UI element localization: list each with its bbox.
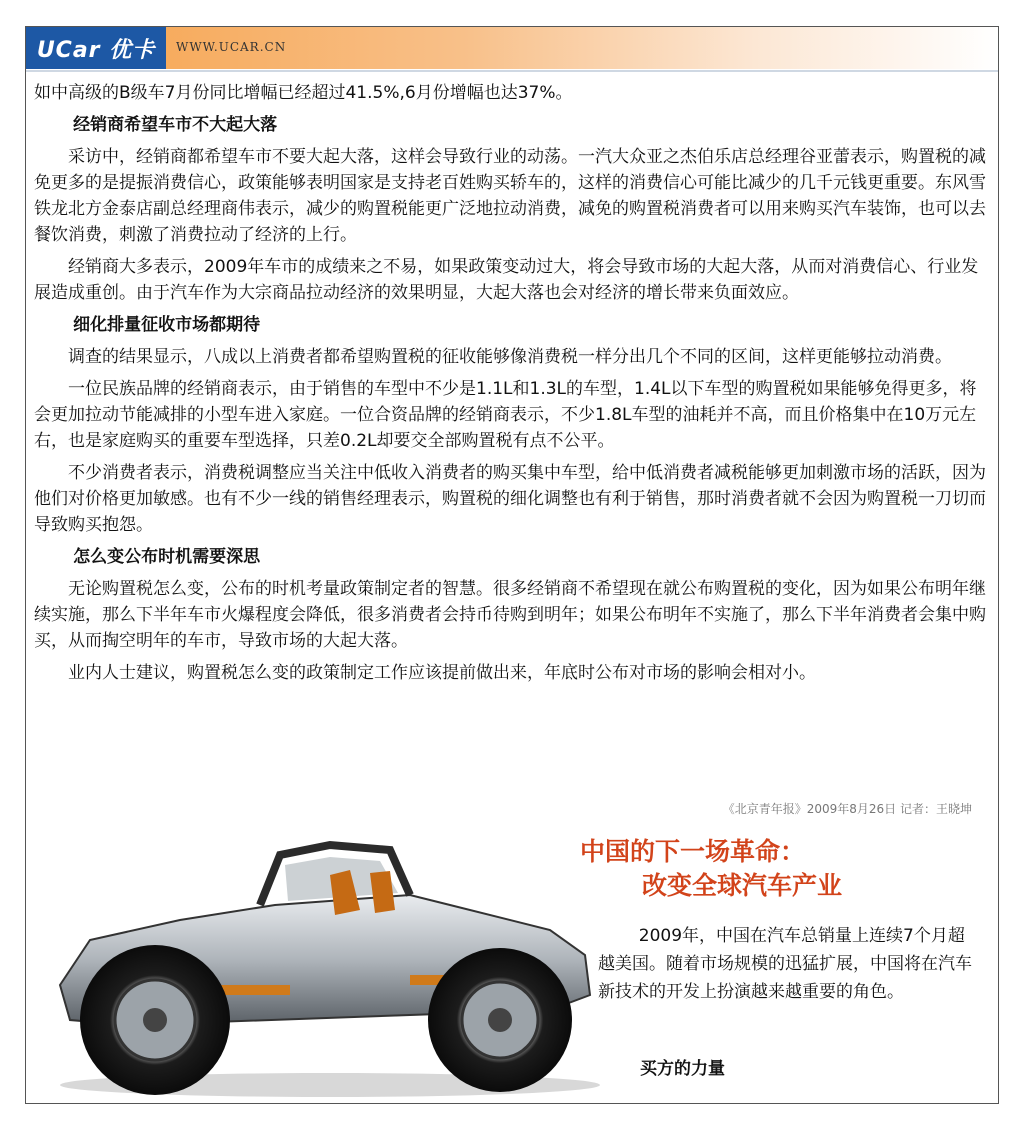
article-paragraph: 调查的结果显示，八成以上消费者都希望购置税的征收能够像消费税一样分出几个不同的区间，这样更能够拉动消费。 (68, 347, 952, 367)
offroad-car-image (30, 835, 605, 1100)
site-url[interactable]: WWW.UCAR.CN (176, 40, 287, 54)
article-source: 《北京青年报》2009年8月26日 记者：王晓坤 (722, 802, 972, 816)
article-paragraph: 无论购置税怎么变，公布的时机考量政策制定者的智慧。很多经销商不希望现在就公布购置税的变化，因为如果公布明年继续实施，那么下半年车市火爆程度会降低，很多消费者会持币待购到明年；如果公布明年不实施了，那么下半年消费者会集中购买，从而掏空明年的车市，导致市场的大起大落。 (34, 579, 986, 651)
logo-text: UCar 优卡 (36, 37, 156, 63)
header-divider (26, 70, 998, 72)
feature-title (580, 835, 980, 903)
article-paragraph: 业内人士建议，购置税怎么变的政策制定工作应该提前做出来，年底时公布对市场的影响会相对小。 (68, 663, 816, 683)
article-paragraph: 一位民族品牌的经销商表示，由于销售的车型中不少是1.1L和1.3L的车型，1.4L以下车型的购置税如果能够免得更多，将会更加拉动节能减排的小型车进入家庭。一位合资品牌的经销商表示，不少1.8L车型的油耗并不高，而且价格集中在10万元左右，也是家庭购买的重要车型选择，只差0.2L却要交全部购置税有点不公平。 (34, 379, 977, 451)
article-paragraph: 不少消费者表示，消费税调整应当关注中低收入消费者的购买集中车型，给中低消费者减税能够更加刺激市场的活跃，因为他们对价格更加敏感。也有不少一线的销售经理表示，购置税的细化调整也有利于销售，那时消费者就不会因为购置税一刀切而导致购买抱怨。 (34, 463, 986, 535)
ucar-logo[interactable] (26, 27, 166, 69)
article-paragraph: 经销商大多表示，2009年车市的成绩来之不易，如果政策变动过大，将会导致市场的大起大落，从而对消费信心、行业发展造成重创。由于汽车作为大宗商品拉动经济的效果明显，大起大落也会对经济的增长带来负面效应。 (34, 257, 979, 303)
feature-title-line1: 中国的下一场革命： (580, 837, 806, 866)
section-heading: 细化排量征收市场都期待 (73, 315, 261, 335)
article-paragraph: 如中高级的B级车7月份同比增幅已经超过41.5%,6月份增幅也达37%。 (34, 83, 573, 103)
feature-subheading: 买方的力量 (640, 1059, 725, 1079)
section-heading: 怎么变公布时机需要深思 (73, 547, 261, 567)
feature-title-line2: 改变全球汽车产业 (642, 871, 843, 900)
section-heading: 经销商希望车市不大起大落 (73, 115, 278, 135)
article-paragraph: 采访中，经销商都希望车市不要大起大落，这样会导致行业的动荡。一汽大众亚之杰伯乐店总经理谷亚蕾表示，购置税的减免更多的是提振消费信心，政策能够表明国家是支持老百姓购买轿车的，这样的消费信心可能比减少的几千元钱更重要。东风雪铁龙北方金泰店副总经理商伟表示，减少的购置税能更广泛地拉动消费，减免的购置税消费者可以用来购买汽车装饰，也可以去餐饮消费，刺激了消费拉动了经济的上行。 (34, 147, 986, 245)
site-header (26, 27, 998, 69)
feature-paragraph: 2009年，中国在汽车总销量上连续7个月超越美国。随着市场规模的迅猛扩展，中国将在汽车新技术的开发上扮演越来越重要的角色。 (598, 926, 972, 1002)
article-body (34, 80, 992, 692)
feature-text (598, 922, 978, 1006)
